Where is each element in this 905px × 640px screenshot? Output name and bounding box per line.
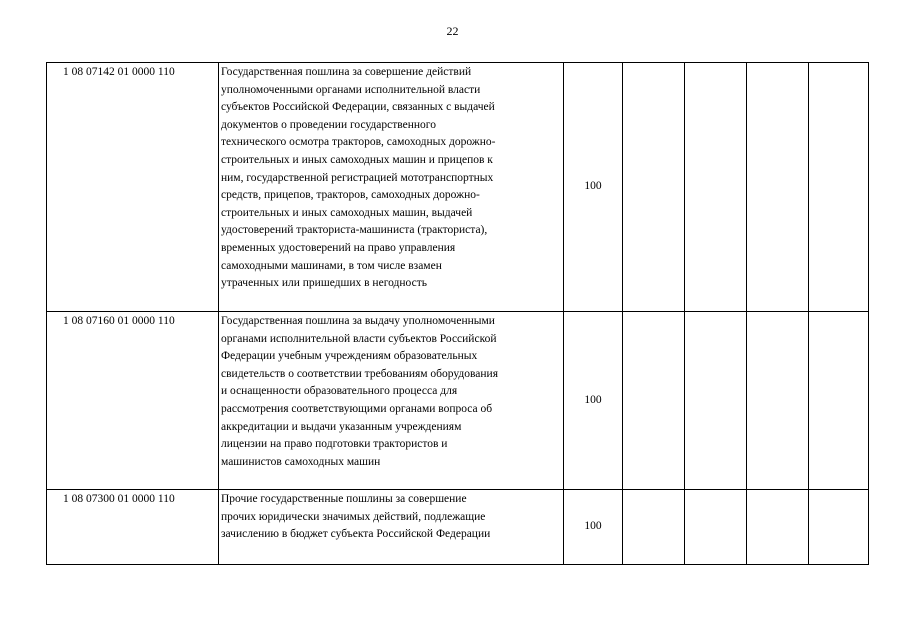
description-line: органами исполнительной власти субъектов Российской — [221, 332, 497, 345]
description-line: строительных и иных самоходных машин, выдачей — [221, 206, 473, 219]
description-line: зачислению в бюджет субъекта Российской Федерации — [221, 528, 491, 541]
budget-code: 1 08 07142 01 0000 110 — [47, 63, 219, 312]
empty-cell — [747, 312, 809, 490]
description-line: Прочие государственные пошлины за совершение — [221, 493, 467, 505]
norm-value: 100 — [564, 63, 623, 312]
budget-table — [46, 62, 869, 565]
description-line: Государственная пошлина за совершение действий — [221, 66, 472, 78]
description-line: утраченных или пришедших в негодность — [221, 277, 427, 290]
description-cell — [219, 490, 564, 565]
description-line: и оснащенности образовательного процесса для — [221, 385, 458, 398]
empty-cell — [623, 312, 685, 490]
description-line: документов о проведении государственного — [221, 118, 436, 131]
empty-cell — [809, 312, 869, 490]
description-cell — [219, 312, 564, 490]
empty-cell — [623, 63, 685, 312]
empty-cell — [685, 490, 747, 565]
description-line: удостоверений тракториста-машиниста (тракториста), — [221, 224, 488, 237]
empty-cell — [747, 490, 809, 565]
description-line: аккредитации и выдачи указанным учреждениям — [221, 420, 462, 433]
description-line: субъектов Российской Федерации, связанных с выдачей — [221, 101, 495, 114]
description-line: временных удостоверений на право управления — [221, 241, 456, 254]
description-line: лицензии на право подготовки трактористов и — [221, 438, 448, 451]
table-row — [47, 63, 869, 312]
description-line: Федерации учебным учреждениям образовательных — [221, 350, 478, 363]
table-row — [47, 312, 869, 490]
norm-value: 100 — [564, 312, 623, 490]
empty-cell — [623, 490, 685, 565]
description-line: машинистов самоходных машин — [221, 455, 381, 468]
description-line: прочих юридически значимых действий, подлежащие — [221, 510, 486, 523]
description-cell — [219, 63, 564, 312]
empty-cell — [685, 312, 747, 490]
empty-cell — [685, 63, 747, 312]
description-line: строительных и иных самоходных машин и прицепов к — [221, 153, 493, 166]
norm-value: 100 — [564, 490, 623, 565]
budget-code: 1 08 07300 01 0000 110 — [47, 490, 219, 565]
description-line: рассмотрения соответствующими органами вопроса об — [221, 402, 493, 415]
description-line: самоходными машинами, в том числе взамен — [221, 259, 442, 272]
page-number: 22 — [446, 24, 459, 38]
empty-cell — [809, 490, 869, 565]
empty-cell — [747, 63, 809, 312]
description-line: Государственная пошлина за выдачу уполномоченными — [221, 315, 495, 327]
budget-code: 1 08 07160 01 0000 110 — [47, 312, 219, 490]
table-row — [47, 490, 869, 565]
description-line: свидетельств о соответствии требованиям оборудования — [221, 367, 498, 380]
description-line: технического осмотра тракторов, самоходных дорожно- — [221, 136, 496, 149]
description-line: уполномоченными органами исполнительной власти — [221, 83, 481, 96]
description-line: средств, прицепов, тракторов, самоходных дорожно- — [221, 189, 480, 202]
description-line: ним, государственной регистрацией мототранспортных — [221, 171, 494, 184]
empty-cell — [809, 63, 869, 312]
